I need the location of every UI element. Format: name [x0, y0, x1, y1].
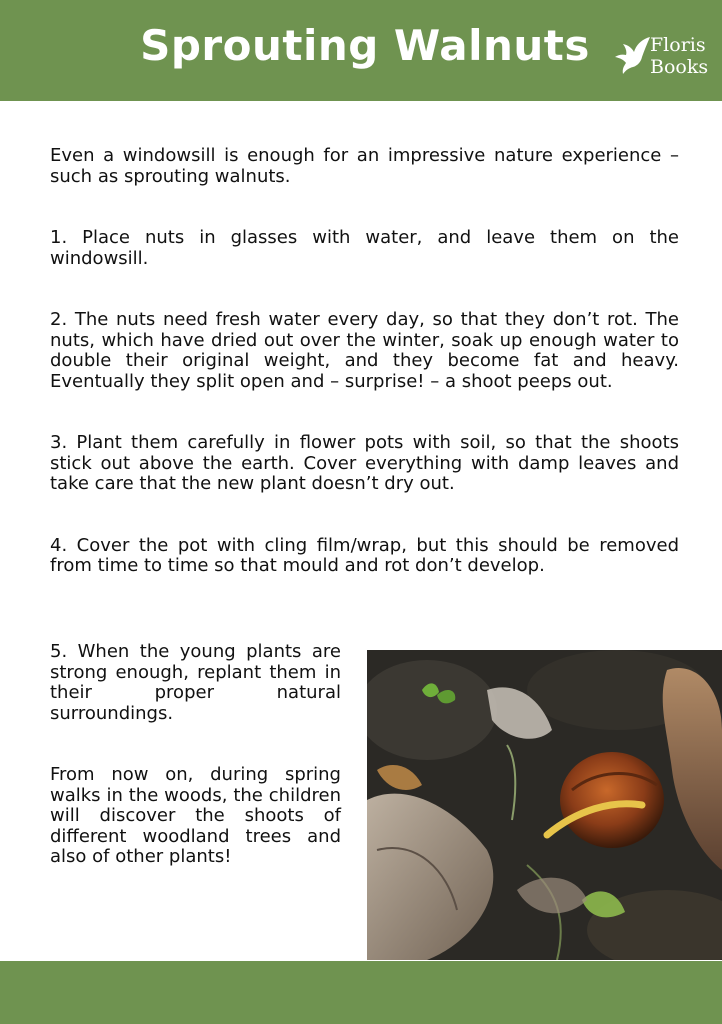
footer-band [0, 961, 722, 1024]
logo-line-books: Books [650, 56, 709, 78]
instructions-text [50, 146, 679, 618]
page-title: Sprouting Walnuts [140, 21, 590, 70]
logo-text [650, 34, 708, 78]
publisher-logo[interactable] [614, 34, 714, 84]
intro-paragraph: Even a windowsill is enough for an impressive nature experience – such as sprouting walnuts. [50, 145, 679, 187]
step-2: 2. The nuts need fresh water every day, so that they don’t rot. The nuts, which have dried out over the winter, soak up enough water to double their original weight, and they become fat and heavy. Eventually they split open and – surprise! – a shoot peeps out. [50, 309, 679, 392]
header-band [0, 0, 722, 101]
step-1: 1. Place nuts in glasses with water, and leave them on the windowsill. [50, 227, 679, 269]
step-3: 3. Plant them carefully in flower pots with soil, so that the shoots stick out above the earth. Cover everything with damp leaves and take care that the new plant doesn’t dry out. [50, 432, 679, 494]
closing-paragraph: From now on, during spring walks in the woods, the children will discover the shoots of different woodland trees and also of other plants! [50, 764, 341, 867]
sprouting-walnut-photo [367, 650, 722, 960]
step-5: 5. When the young plants are strong enough, replant them in their proper natural surroundings. [50, 641, 341, 724]
step-4: 4. Cover the pot with cling film/wrap, but this should be removed from time to time so that mould and rot don’t develop. [50, 534, 679, 576]
dove-icon [614, 36, 652, 76]
photo-illustration [367, 650, 722, 960]
lower-text [50, 642, 341, 909]
logo-line-floris: Floris [650, 34, 706, 56]
